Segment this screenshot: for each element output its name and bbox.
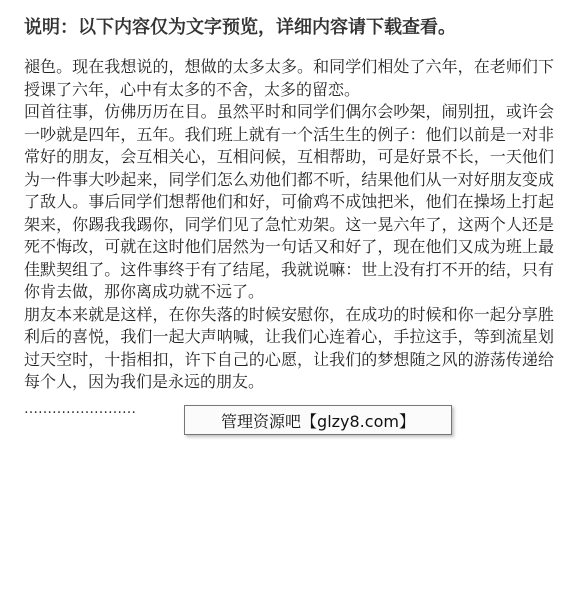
document-body <box>24 56 554 420</box>
ellipsis-text: …………………… <box>24 400 136 417</box>
paragraph-3: 朋友本来就是这样，在你失落的时候安慰你，在成功的时候和你一起分享胜利后的喜悦，我们一起大声呐喊，让我们心连着心，手拉这手，等到流星划过天空时，十指相扣，许下自己的心愿，让我们的梦想随之风的游荡传递给每个人，因为我们是永远的朋友。 <box>24 304 554 391</box>
preview-notice: 说明：以下内容仅为文字预览，详细内容请下载查看。 <box>24 17 456 38</box>
watermark-banner <box>184 405 452 435</box>
watermark-text: 管理资源吧【glzy8.com】 <box>221 411 415 431</box>
paragraph-1: 褪色。现在我想说的，想做的太多太多。和同学们相处了六年，在老师们下授课了六年，心中有太多的不舍，太多的留恋。 <box>24 57 554 99</box>
paragraph-2: 回首往事，仿佛历历在目。虽然平时和同学们偶尔会吵架，闹别扭，或许会一吵就是四年，五年。我们班上就有一个活生生的例子：他们以前是一对非常好的朋友，会互相关心，互相问候，互相帮助，可是好景不长，一天他们为一件事大吵起来，同学们怎么劝他们都不听，结果他们从一对好朋友变成了敌人。事后同学们想帮他们和好，可偷鸡不成蚀把米，他们在操场上打起架来，你踢我我踢你，同学们见了急忙劝架。这一晃六年了，这两个人还是死不悔改，可就在这时他们居然为一句话又和好了，现在他们又成为班上最佳默契组了。这件事终于有了结尾，我就说嘛：世上没有打不开的结，只有你肯去做，那你离成功就不远了。 <box>24 102 554 301</box>
